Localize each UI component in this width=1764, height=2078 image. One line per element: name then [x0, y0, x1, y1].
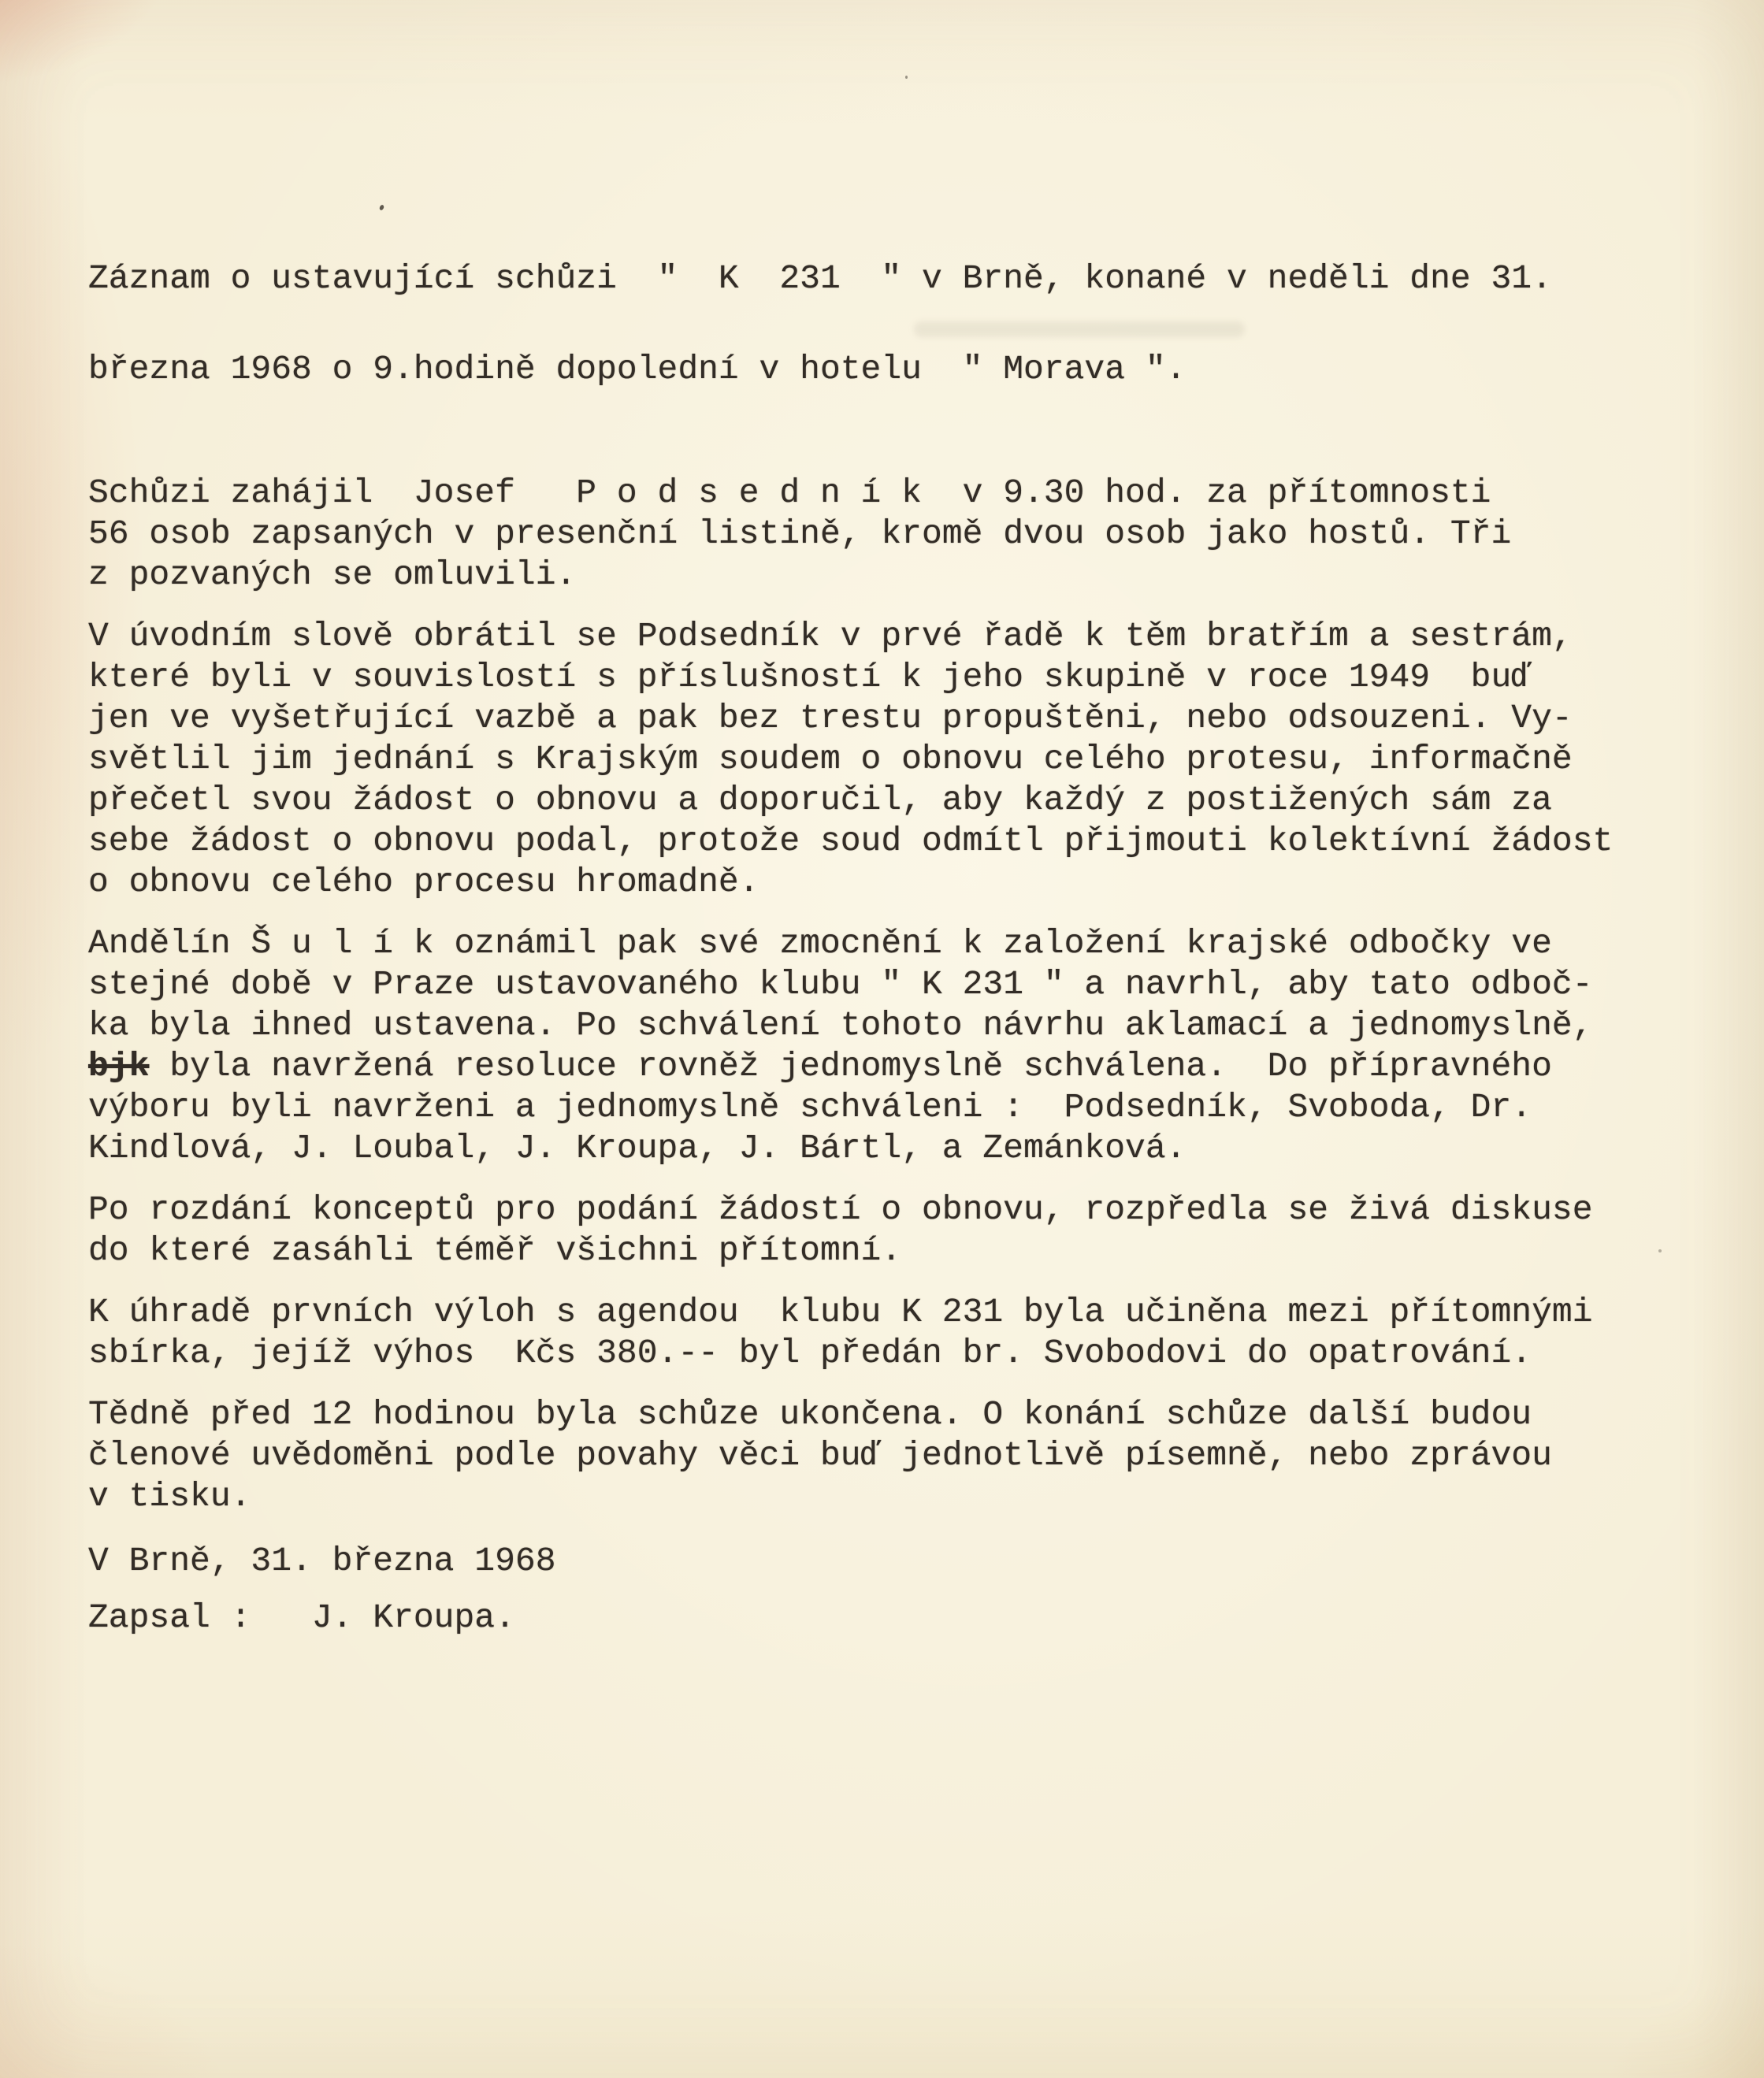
text-line: jen ve vyšetřující vazbě a pak bez trestu propuštěni, nebo odsouzeni. Vy- — [88, 699, 1573, 737]
document-title — [88, 258, 1717, 390]
text-line: výboru byli navrženi a jednomyslně schváleni : Podsedník, Svoboda, Dr. — [88, 1088, 1532, 1126]
text-line: Tědně před 12 hodinou byla schůze ukončena. O konání schůze další budou — [88, 1395, 1532, 1434]
text-line: z pozvaných se omluvili. — [88, 555, 577, 594]
text-line: v tisku. — [88, 1477, 251, 1516]
text-line: které byli v souvislostí s příslušností k jeho skupině v roce 1949 buď — [88, 658, 1532, 696]
signature-block — [88, 1541, 1717, 1638]
paragraph-introduction — [88, 616, 1717, 903]
text-line: do které zasáhli téměř všichni přítomní. — [88, 1231, 902, 1270]
text-line-rest: byla navržená resoluce rovněž jednomyslně schválena. Do přípravného — [149, 1047, 1552, 1085]
paragraph-discussion — [88, 1189, 1717, 1271]
paragraph-opening — [88, 473, 1717, 596]
text-line: o obnovu celého procesu hromadně. — [88, 863, 759, 901]
text-line: sbírka, jejíž výhos Kčs 380.-- byl předán br. Svobodovi do opatrování. — [88, 1334, 1532, 1372]
text-line: Andělín Š u l í k oznámil pak své zmocnění k založení krajské odbočky ve — [88, 924, 1552, 963]
text-line — [88, 1046, 1717, 1087]
text-line: K úhradě prvních výloh s agendou klubu K 231 byla učiněna mezi přítomnými — [88, 1293, 1593, 1331]
paragraph-collection — [88, 1292, 1717, 1374]
overstruck-typo: bjk — [88, 1047, 150, 1085]
place-date-line: V Brně, 31. března 1968 — [88, 1542, 556, 1580]
text-line: sebe žádost o obnovu podal, protože soud odmítl přijmouti kolektívní žádost — [88, 822, 1614, 860]
text-line: Po rozdání konceptů pro podání žádostí o obnovu, rozpředla se živá diskuse — [88, 1190, 1593, 1229]
title-line: Záznam o ustavující schůzi " K 231 " v Brně, konané v neděli dne 31. — [88, 259, 1552, 298]
title-line: března 1968 o 9.hodině dopolední v hotelu " Morava ". — [88, 350, 1187, 388]
text-line: členové uvědoměni podle povahy věci buď jednotlivě písemně, nebo zprávou — [88, 1436, 1552, 1475]
recorder-line: Zapsal : J. Kroupa. — [88, 1598, 515, 1637]
text-line: V úvodním slově obrátil se Podsedník v prvé řadě k těm bratřím a sestrám, — [88, 617, 1573, 655]
text-line: přečetl svou žádost o obnovu a doporučil, aby každý z postižených sám za — [88, 781, 1552, 819]
paragraph-sulik — [88, 923, 1717, 1169]
text-line: světlil jim jednání s Krajským soudem o obnovu celého protesu, informačně — [88, 740, 1573, 778]
text-line: 56 osob zapsaných v presenční listině, kromě dvou osob jako hostů. Tři — [88, 514, 1512, 553]
paragraph-closing — [88, 1394, 1717, 1517]
text-line: stejné době v Praze ustavovaného klubu " K 231 " a navrhl, aby tato odboč- — [88, 965, 1593, 1004]
text-line: Kindlová, J. Loubal, J. Kroupa, J. Bártl, a Zemánková. — [88, 1129, 1187, 1167]
text-line: ka byla ihned ustavena. Po schválení tohoto návrhu aklamací a jednomyslně, — [88, 1006, 1593, 1045]
text-line: Schůzi zahájil Josef P o d s e d n í k v 9.30 hod. za přítomnosti — [88, 473, 1491, 512]
